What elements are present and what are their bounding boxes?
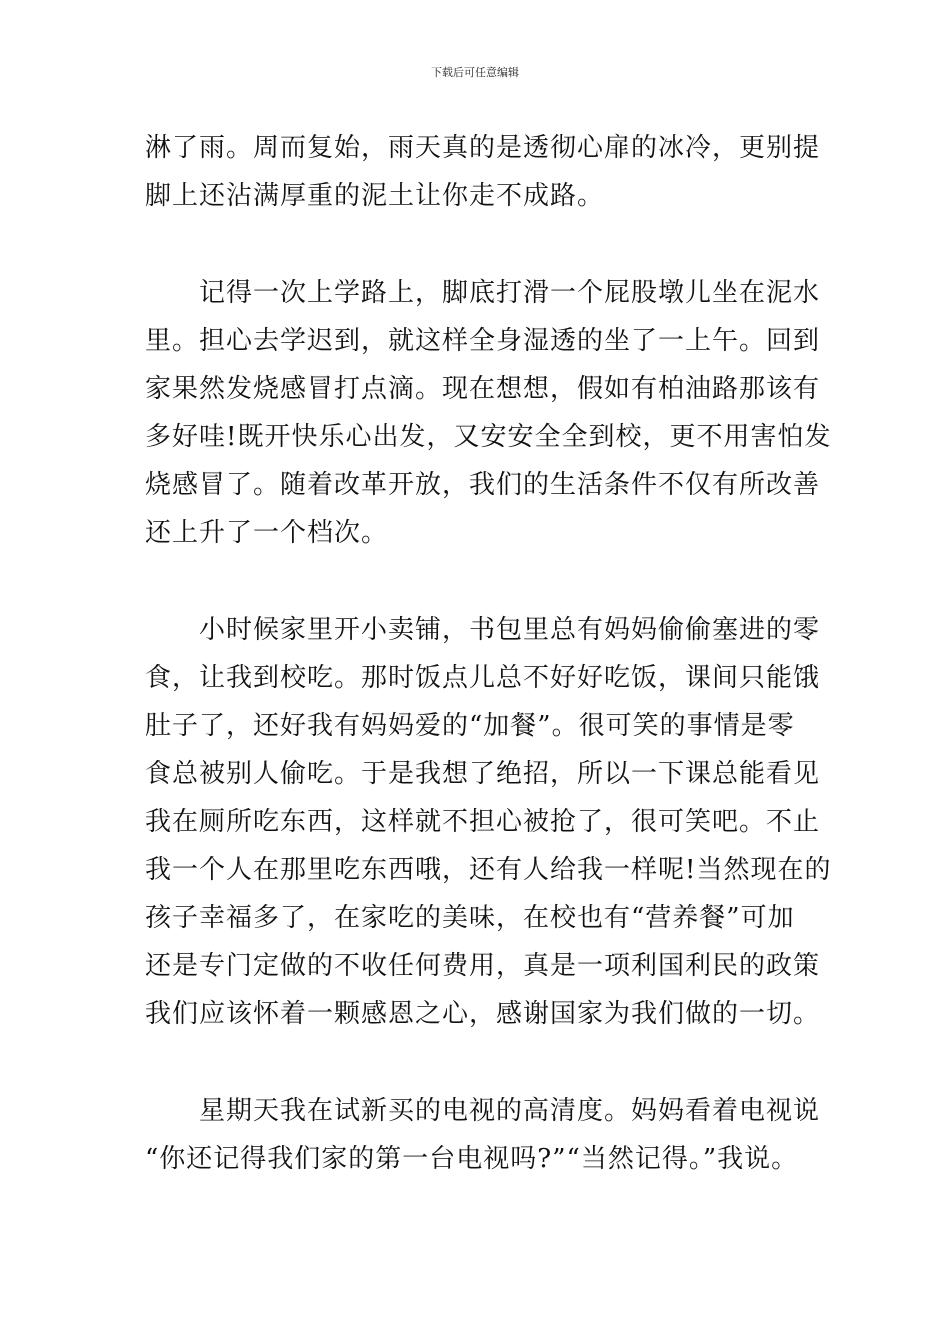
paragraph-2 (145, 269, 832, 557)
text-line: 孩子幸福多了，在家吃的美味，在校也有“营养餐”可加 (145, 903, 795, 933)
paragraph-4 (145, 1087, 825, 1183)
text-line: 家果然发烧感冒打点滴。现在想想，假如有柏油路那该有 (145, 374, 821, 404)
text-line: 淋了雨。周而复始，雨天真的是透彻心扉的冰冷，更别提 (145, 133, 821, 163)
text-line: 烧感冒了。随着改革开放，我们的生活条件不仅有所改善 (145, 470, 821, 500)
text-line: 脚上还沾满厚重的泥土让你走不成路。 (145, 181, 605, 211)
text-line: 我在厕所吃东西，这样就不担心被抢了，很可笑吧。不止 (145, 807, 821, 837)
document-body (145, 124, 832, 1232)
paragraph-1 (145, 124, 825, 220)
text-line: 食总被别人偷吃。于是我想了绝招，所以一下课总能看见 (145, 759, 821, 789)
text-line: 多好哇!既开快乐心出发，又安安全全到校，更不用害怕发 (145, 422, 832, 452)
text-line: 里。担心去学迟到，就这样全身湿透的坐了一上午。回到 (145, 326, 821, 356)
text-line: 还是专门定做的不收任何费用，真是一项利国利民的政策 (145, 951, 821, 981)
text-line: 我一个人在那里吃东西哦，还有人给我一样呢!当然现在的 (145, 855, 832, 885)
text-line: 小时候家里开小卖铺，书包里总有妈妈偷偷塞进的零 (199, 615, 821, 645)
paragraph-3 (145, 606, 832, 1038)
text-line: 食，让我到校吃。那时饭点儿总不好好吃饭，课间只能饿 (145, 663, 821, 693)
text-line: 记得一次上学路上，脚底打滑一个屁股墩儿坐在泥水 (199, 278, 821, 308)
text-line: “你还记得我们家的第一台电视吗?”“当然记得。”我说。 (145, 1144, 799, 1174)
text-line: 我们应该怀着一颗感恩之心，感谢国家为我们做的一切。 (145, 999, 821, 1029)
text-line: 星期天我在试新买的电视的高清度。妈妈看着电视说 (199, 1096, 821, 1126)
page-header: 下载后可任意编辑 (431, 66, 519, 79)
text-line: 肚子了，还好我有妈妈爱的“加餐”。很可笑的事情是零 (145, 711, 795, 741)
text-line: 还上升了一个档次。 (145, 518, 389, 548)
